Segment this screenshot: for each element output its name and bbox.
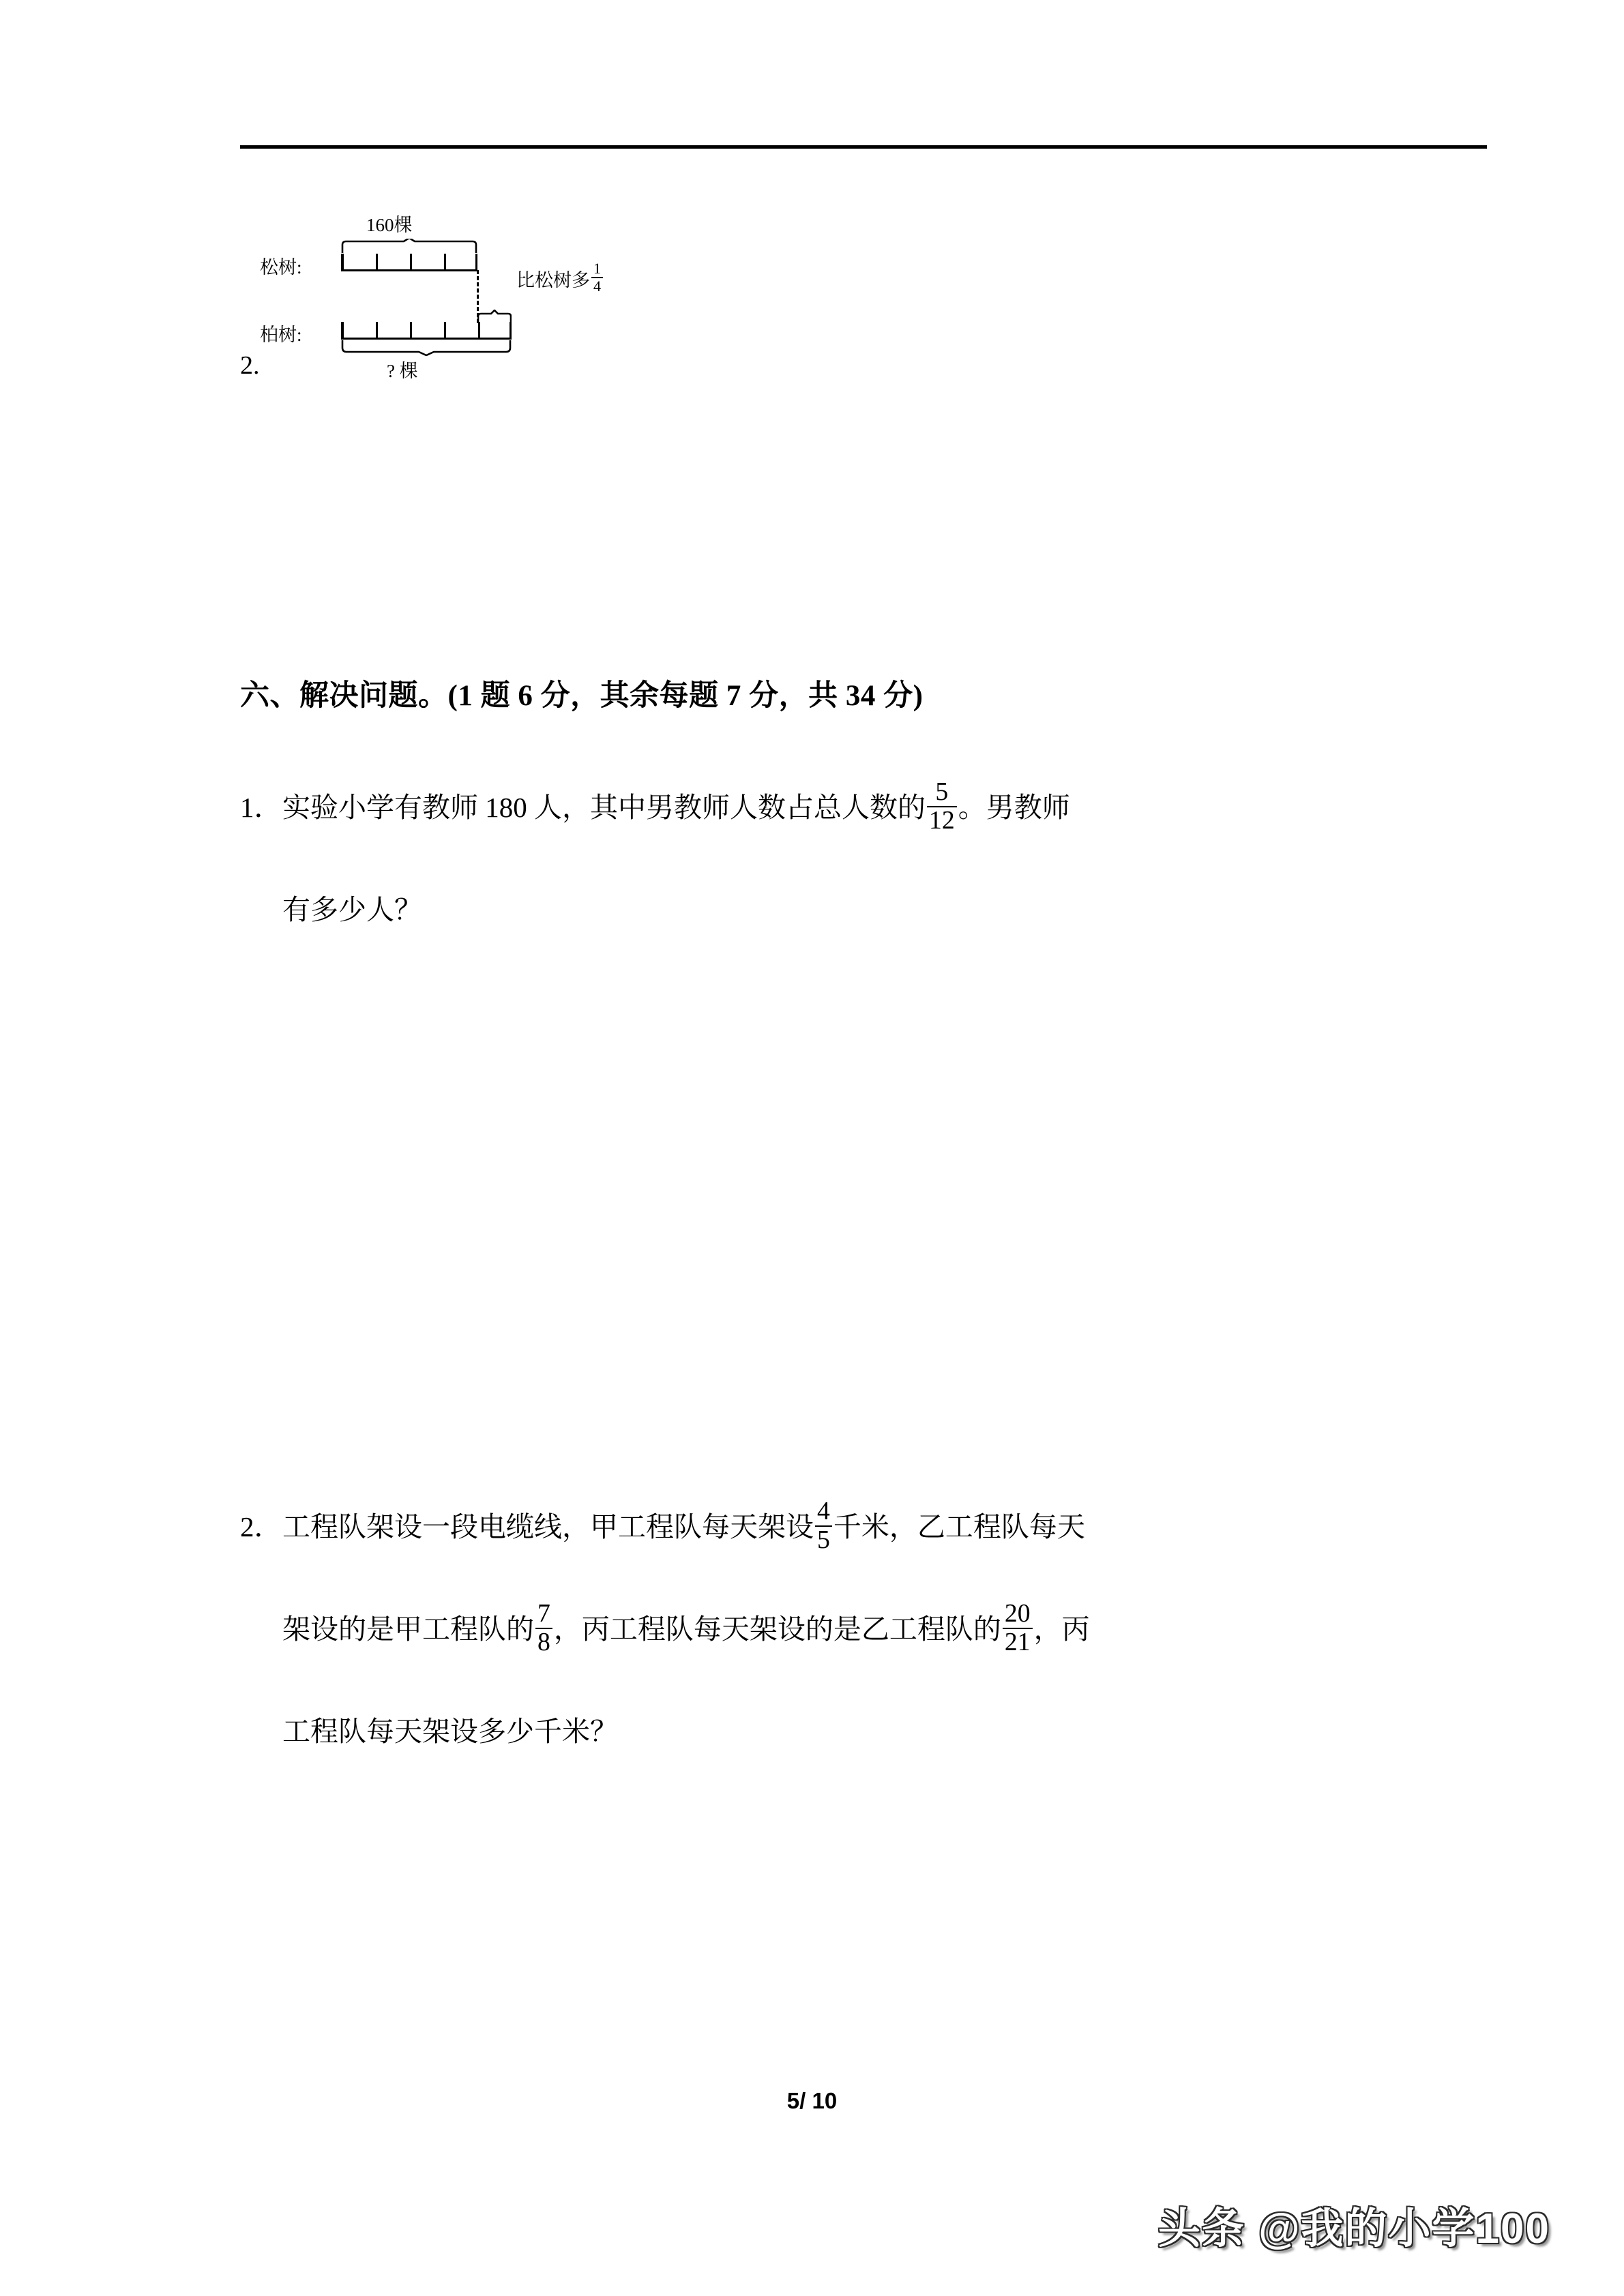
question-text: 千米，乙工程队每天 [833, 1511, 1085, 1543]
fraction [535, 1601, 552, 1655]
diagram-tick [444, 322, 446, 338]
diagram-bar-cypress [341, 322, 512, 340]
question-text: 架设的是甲工程队的 [282, 1613, 534, 1645]
fraction-denominator: 4 [591, 277, 603, 294]
section-heading: 六、解决问题。(1 题 6 分，其余每题 7 分，共 34 分) [240, 680, 924, 712]
question-1 [240, 757, 1070, 961]
bar-model-diagram [240, 188, 854, 379]
diagram-tick [376, 254, 378, 270]
diagram-extra-annotation [516, 259, 604, 295]
fraction-denominator: 12 [927, 806, 957, 834]
fraction-denominator: 21 [1003, 1628, 1033, 1656]
diagram-top-caption: 160棵 [366, 215, 413, 235]
diagram-tick [478, 322, 480, 338]
diagram-extra-brace-icon [477, 310, 512, 323]
question-text: 。男教师 [958, 792, 1070, 824]
fraction [927, 779, 957, 833]
fraction [1003, 1601, 1033, 1655]
header-divider-rule [240, 145, 1487, 149]
question-line [240, 1476, 1090, 1579]
question-text: 有多少人？ [282, 894, 422, 926]
question-text: 实验小学有教师 180 人，其中男教师人数占总人数的 [282, 792, 926, 824]
fraction-numerator: 20 [1004, 1599, 1031, 1628]
diagram-bar-pine [341, 254, 477, 271]
question-number: 1． [240, 792, 282, 824]
question-line [240, 1579, 1090, 1681]
question-number: 2． [240, 1511, 282, 1543]
fraction-numerator: 5 [935, 777, 949, 807]
question-text: 工程队每天架设多少千米？ [282, 1716, 618, 1748]
watermark: 头条 @我的小学100 [1157, 2205, 1550, 2252]
fraction-denominator: 8 [535, 1628, 552, 1656]
diagram-tick [410, 322, 412, 338]
diagram-bottom-caption: ? 棵 [387, 361, 418, 381]
page-number: 5/ 10 [786, 2088, 838, 2113]
question-text: 工程队架设一段电缆线，甲工程队每天架设 [282, 1511, 814, 1543]
fraction-numerator: 4 [817, 1497, 830, 1526]
fraction-numerator: 7 [537, 1599, 550, 1628]
question-line [240, 757, 1070, 859]
diagram-bottom-brace-icon [341, 340, 512, 356]
question-line [240, 859, 1070, 961]
question-text: ，丙 [1033, 1613, 1090, 1645]
diagram-extra-fraction [591, 261, 603, 294]
diagram-tick [444, 254, 446, 270]
diagram-tick [376, 322, 378, 338]
diagram-top-brace-icon [341, 239, 477, 254]
fraction [815, 1499, 832, 1553]
diagram-label-pine: 松树: [260, 257, 302, 278]
fraction-numerator: 1 [593, 259, 602, 277]
question-line [240, 1681, 1090, 1783]
diagram-item-number: 2. [240, 351, 260, 380]
diagram-extra-annotation-text: 比松树多 [516, 269, 590, 290]
question-text: ，丙工程队每天架设的是乙工程队的 [553, 1613, 1001, 1645]
question-2 [240, 1476, 1090, 1783]
fraction-denominator: 5 [815, 1525, 832, 1553]
diagram-tick [410, 254, 412, 270]
diagram-label-cypress: 柏树: [260, 325, 302, 345]
